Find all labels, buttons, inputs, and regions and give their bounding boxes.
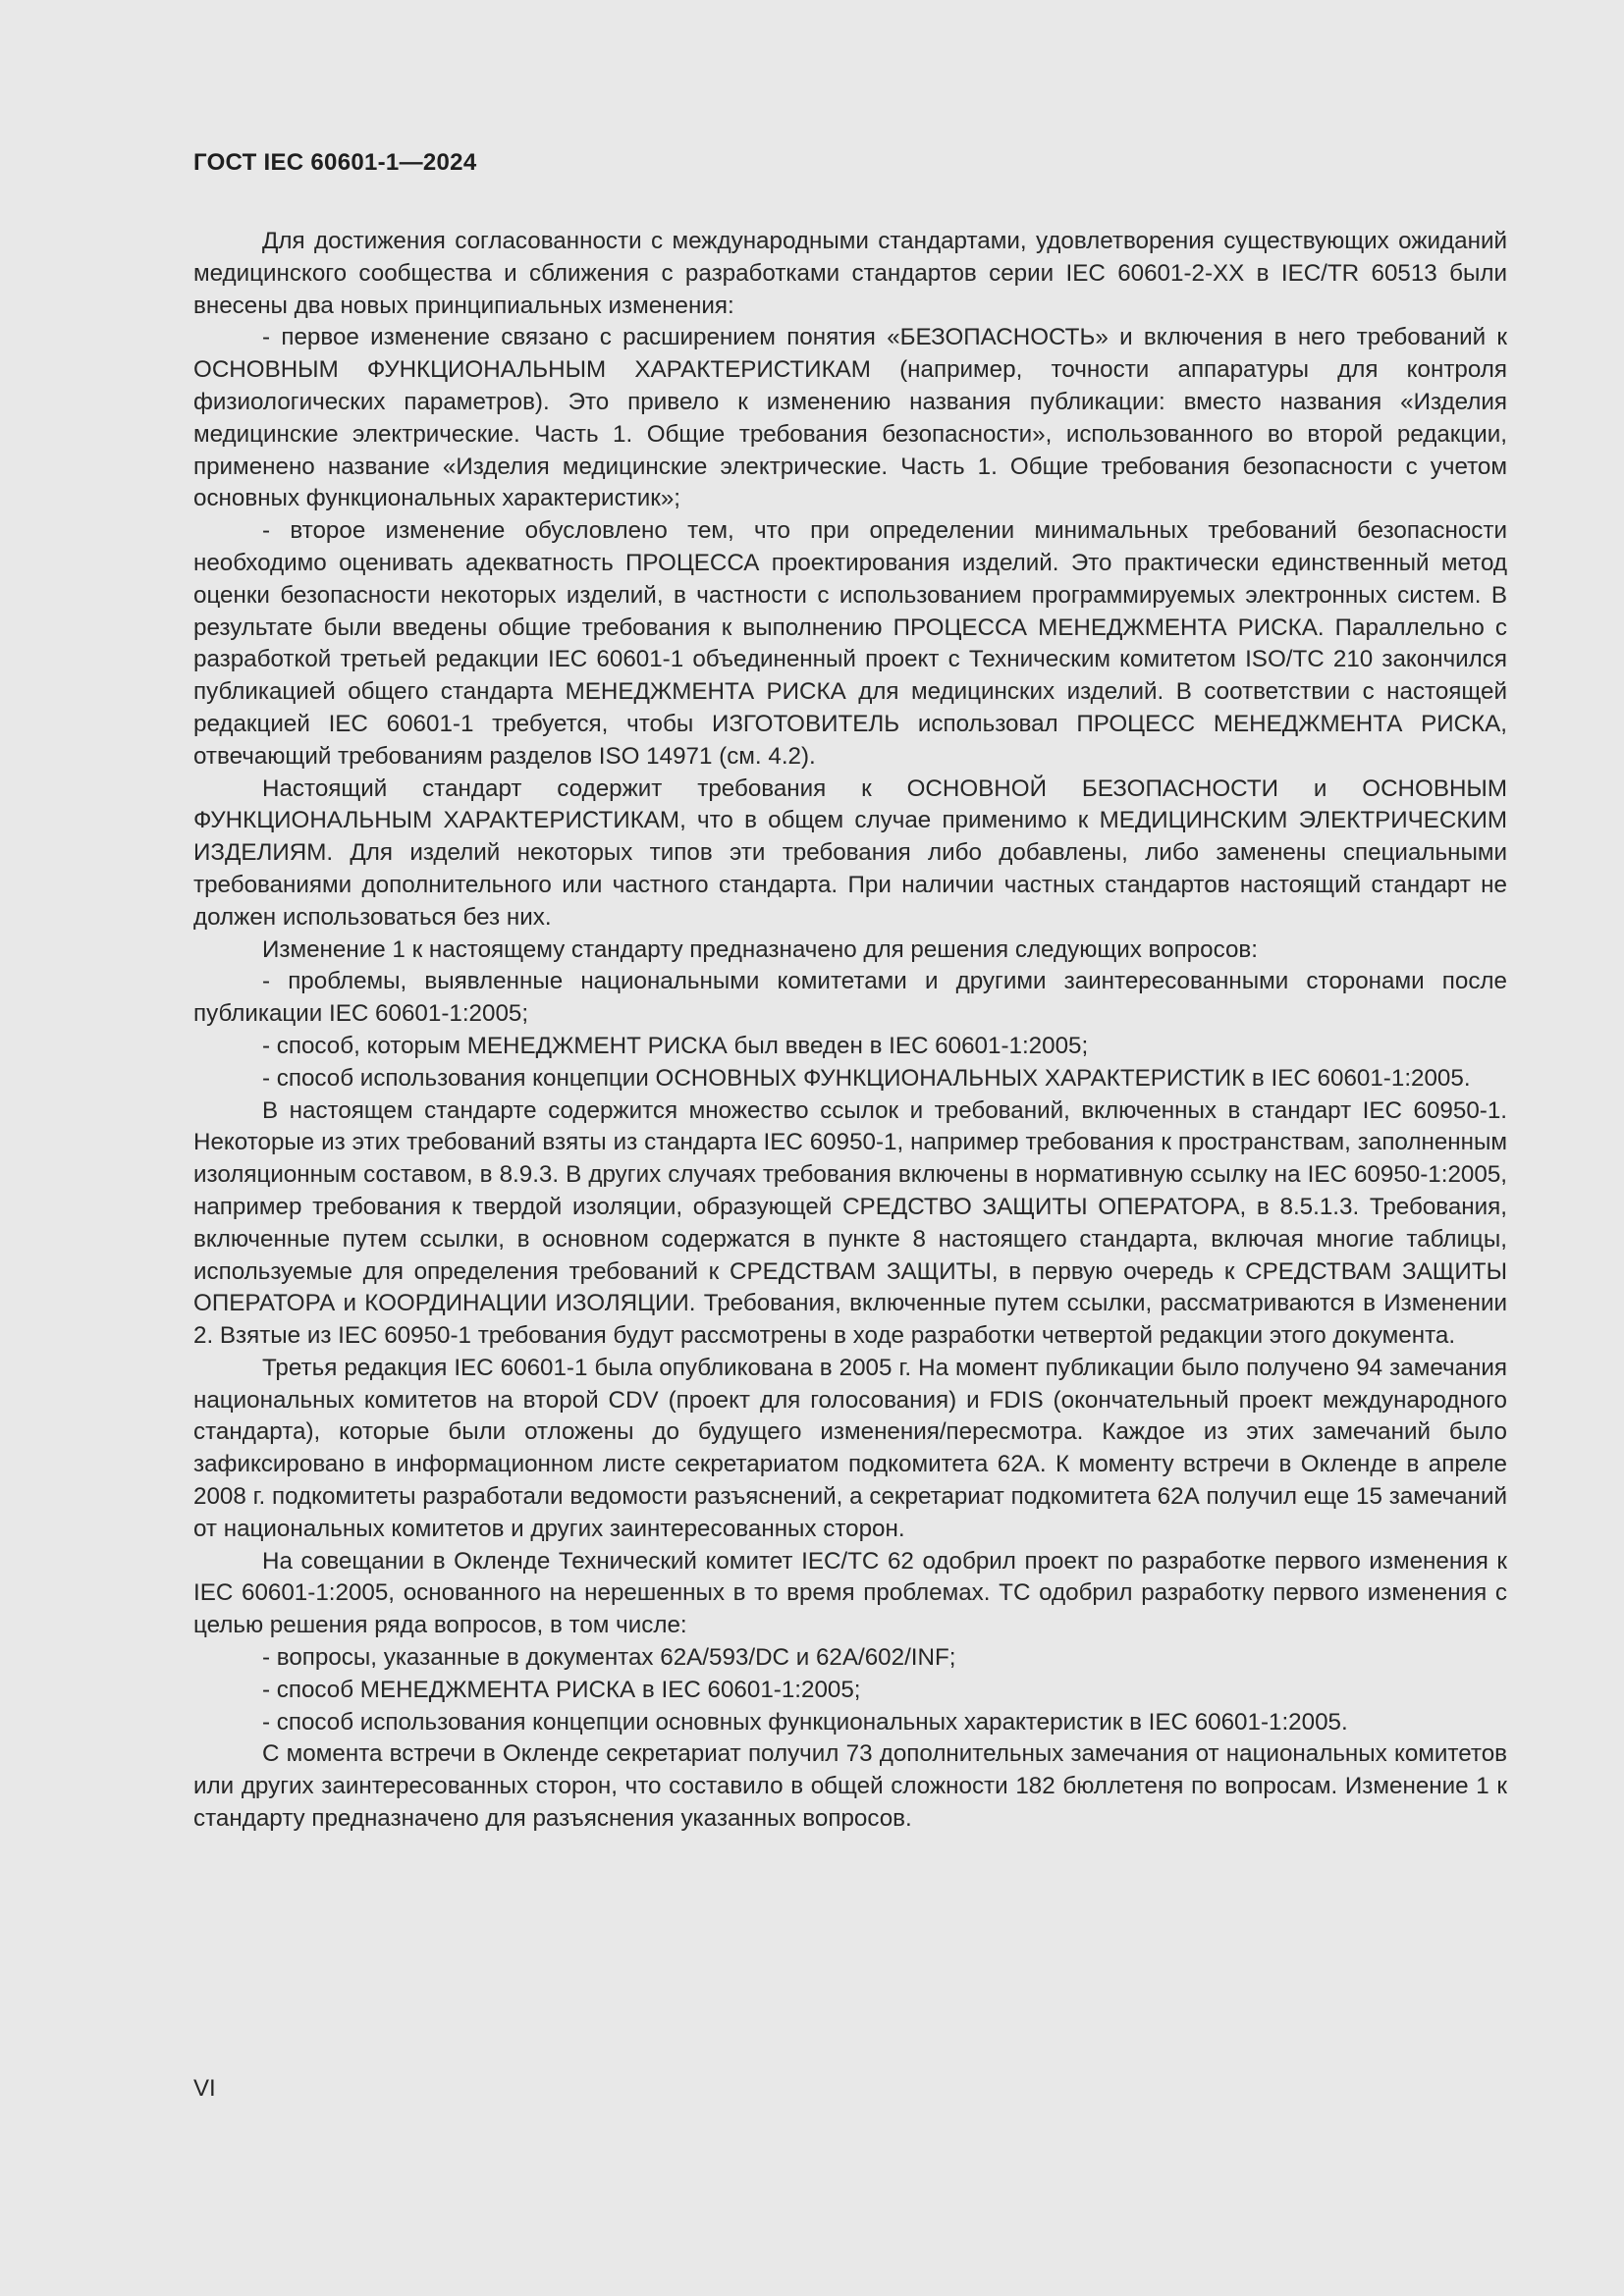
list-item: - первое изменение связано с расширением понятия «БЕЗОПАСНОСТЬ» и включения в него требований к ОСНОВНЫМ ФУНКЦИОНАЛЬНЫМ ХАРАКТЕРИСТИКАМ (например, точности аппаратуры для контроля физиологических параметров). Это привело к изменению названия публикации: вместо названия «Изделия медицинские электрические. Часть 1. Общие требования безопасности», использованного во второй редакции, применено название «Изделия медицинские электрические. Часть 1. Общие требования безопасности с учетом основных функциональных характеристик»; [193,324,1507,512]
list-item: - вопросы, указанные в документах 62A/593/DC и 62A/602/INF; [262,1644,956,1672]
paragraph: С момента встречи в Окленде секретариат получил 73 дополнительных замечания от национальных комитетов или других заинтересованных сторон, что составило в общей сложности 182 бюллетеня по вопросам. Изменение 1 к стандарту предназначено для разъяснения указанных вопросов. [193,1740,1507,1833]
list-item: - способ использования концепции ОСНОВНЫХ ФУНКЦИОНАЛЬНЫХ ХАРАКТЕРИСТИК в IEC 60601-1:2005. [262,1064,1471,1092]
list-item: - проблемы, выявленные национальными комитетами и другими заинтересованными сторонами после публикации IEC 60601-1:2005; [193,968,1507,1028]
paragraph: Изменение 1 к настоящему стандарту предназначено для решения следующих вопросов: [262,935,1258,963]
paragraph: Настоящий стандарт содержит требования к ОСНОВНОЙ БЕЗОПАСНОСТИ и ОСНОВНЫМ ФУНКЦИОНАЛЬНЫМ ХАРАКТЕРИСТИКАМ, что в общем случае применимо к МЕДИЦИНСКИМ ЭЛЕКТРИЧЕСКИМ ИЗДЕЛИЯМ. Для изделий некоторых типов эти требования либо добавлены, либо заменены специальными требованиями дополнительного или частного стандарта. При наличии частных стандартов настоящий стандарт не должен использоваться без них. [193,774,1507,931]
paragraph: В настоящем стандарте содержится множество ссылок и требований, включенных в стандарт IEC 60950-1. Некоторые из этих требований взяты из стандарта IEC 60950-1, например требования к пространствам, заполненным изоляционным составом, в 8.9.3. В других случаях требования включены в нормативную ссылку на IEC 60950-1:2005, например требования к твердой изоляции, образующей СРЕДСТВО ЗАЩИТЫ ОПЕРАТОРА, в 8.5.1.3. Требования, включенные путем ссылки, в основном содержатся в пункте 8 настоящего стандарта, включая многие таблицы, используемые для определения требований к СРЕДСТВАМ ЗАЩИТЫ, в первую очередь к СРЕДСТВАМ ЗАЩИТЫ ОПЕРАТОРА и КООРДИНАЦИИ ИЗОЛЯЦИИ. Требования, включенные путем ссылки, рассматриваются в Изменении 2. Взятые из IEC 60950-1 требования будут рассмотрены в ходе разработки четвертой редакции этого документа. [193,1096,1507,1350]
paragraph: Для достижения согласованности с международными стандартами, удовлетворения существующих ожиданий медицинского сообщества и сближения с разработками стандартов серии IEC 60601-2-XX в IEC/TR 60513 были внесены два новых принципиальных изменения: [193,228,1507,319]
list-item: - способ, которым МЕНЕДЖМЕНТ РИСКА был введен в IEC 60601-1:2005; [262,1032,1089,1059]
page-number: VI [193,2075,216,2102]
paragraph: На совещании в Окленде Технический комитет IEC/TC 62 одобрил проект по разработке первого изменения к IEC 60601-1:2005, основанного на нерешенных в то время проблемах. ТС одобрил разработку первого изменения с целью решения ряда вопросов, в том числе: [193,1547,1507,1639]
list-item: - способ использования концепции основных функциональных характеристик в IEC 60601-1:2005. [262,1708,1348,1735]
document-body [193,226,1507,1836]
list-item: - способ МЕНЕДЖМЕНТА РИСКА в IEC 60601-1:2005; [262,1676,861,1703]
document-header-title: ГОСТ IEC 60601-1—2024 [193,149,477,176]
list-item: - второе изменение обусловлено тем, что при определении минимальных требований безопасности необходимо оценивать адекватность ПРОЦЕССА проектирования изделий. Это практически единственный метод оценки безопасности некоторых изделий, в частности с использованием программируемых электронных систем. В результате были введены общие требования к выполнению ПРОЦЕССА МЕНЕДЖМЕНТА РИСКА. Параллельно с разработкой третьей редакции IEC 60601-1 объединенный проект с Техническим комитетом ISO/TC 210 закончился публикацией общего стандарта МЕНЕДЖМЕНТА РИСКА для медицинских изделий. В соответствии с настоящей редакцией IEC 60601-1 требуется, чтобы ИЗГОТОВИТЕЛЬ использовал ПРОЦЕСС МЕНЕДЖМЕНТА РИСКА, отвечающий требованиям разделов ISO 14971 (см. 4.2). [193,517,1507,770]
paragraph: Третья редакция IEC 60601-1 была опубликована в 2005 г. На момент публикации было получено 94 замечания национальных комитетов на второй CDV (проект для голосования) и FDIS (окончательный проект международного стандарта), которые были отложены до будущего изменения/пересмотра. Каждое из этих замечаний было зафиксировано в информационном листе секретариатом подкомитета 62А. К моменту встречи в Окленде в апреле 2008 г. подкомитеты разработали ведомости разъяснений, а секретариат подкомитета 62А получил еще 15 замечаний от национальных комитетов и других заинтересованных сторон. [193,1354,1507,1542]
